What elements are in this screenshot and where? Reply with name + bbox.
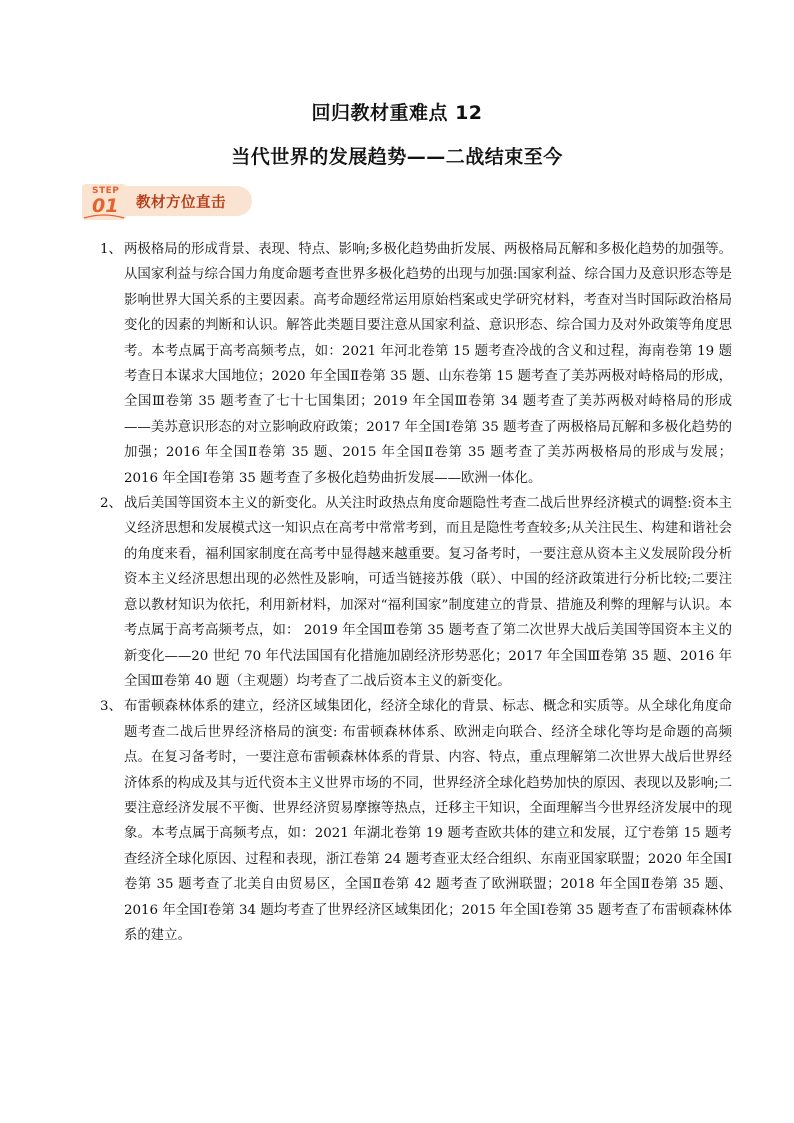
content-list	[100, 237, 732, 948]
page-subtitle: 当代世界的发展趋势——二战结束至今	[231, 146, 563, 168]
list-item-3	[100, 694, 732, 948]
list-item-text: 战后美国等国资本主义的新变化。从关注时政热点角度命题隐性考查二战后世界经济模式的调整:资本主义经济思想和发展模式这一知识点在高考中常常考到，而且是隐性考查较多;从关注民生、构建和谐社会的角度来看，福利国家制度在高考中显得越来越重要。复习备考时，一要注意从资本主义发展阶段分析资本主义经济思想出现的必然性及影响，可适当链接苏俄（联）、中国的经济政策进行分析比较;二要注意以教材知识为依托，利用新材料，加深对“福利国家”制度建立的背景、措施及利弊的理解与认识。本考点属于高考高频考点，如： 2019 年全国Ⅲ卷第 35 题考查了第二次世界大战后美国等国资本主义的新变化——20 世纪 70 年代法国国有化措施加剧经济形势恶化；2017 年全国Ⅲ卷第 35 题、2016 年全国Ⅲ卷第 40 题（主观题）均考查了二战后资本主义的新变化。	[124, 496, 732, 689]
list-item-2	[100, 491, 732, 694]
list-item-text: 两极格局的形成背景、表现、特点、影响;多极化趋势曲折发展、两极格局瓦解和多极化趋势的加强等。从国家利益与综合国力角度命题考查世界多极化趋势的出现与加强:国家利益、综合国力及意识形态等是影响世界大国关系的主要因素。高考命题经常运用原始档案或史学研究材料，考查对当时国际政治格局变化的因素的判断和认识。解答此类题目要注意从国家利益、意识形态、综合国力及对外政策等角度思考。本考点属于高考高频考点，如：2021 年河北卷第 15 题考查冷战的含义和过程，海南卷第 19 题考查日本谋求大国地位；2020 年全国Ⅱ卷第 35 题、山东卷第 15 题考查了美苏两极对峙格局的形成，全国Ⅲ卷第 35 题考查了七十七国集团；2019 年全国Ⅲ卷第 34 题考查了美苏两极对峙格局的形成——美苏意识形态的对立影响政府政策；2017 年全国Ⅰ卷第 35 题考查了两极格局瓦解和多极化趋势的加强；2016 年全国Ⅱ卷第 35 题、2015 年全国Ⅱ卷第 35 题考查了美苏两极格局的形成与发展；2016 年全国Ⅰ卷第 35 题考查了多极化趋势曲折发展——欧洲一体化。	[124, 242, 732, 486]
list-item-number: 3、	[100, 699, 122, 715]
list-item-number: 2、	[100, 496, 122, 512]
step-word: STEP	[92, 186, 120, 196]
page-title: 回归教材重难点 12	[311, 102, 483, 124]
list-item-number: 1、	[100, 242, 122, 257]
section-label: 教材方位直击	[136, 195, 226, 211]
step-section-banner	[82, 182, 254, 222]
list-item-1	[100, 237, 732, 491]
list-item-text: 布雷顿森林体系的建立，经济区域集团化，经济全球化的背景、标志、概念和实质等。从全球化角度命题考查二战后世界经济格局的演变: 布雷顿森林体系、欧洲走向联合、经济全球化等均是命题的高频点。在复习备考时，一要注意布雷顿森林体系的背景、内容、特点，重点理解第二次世界大战后世界经济体系的构成及其与近代资本主义世界市场的不同，世界经济全球化趋势加快的原因、表现以及影响;二要注意经济发展不平衡、世界经济贸易摩擦等热点，迁移主干知识，全面理解当今世界经济发展中的现象。本考点属于高频考点，如：2021 年湖北卷第 19 题考查欧共体的建立和发展，辽宁卷第 15 题考查经济全球化原因、过程和表现，浙江卷第 24 题考查亚太经合组织、东南亚国家联盟；2020 年全国Ⅰ卷第 35 题考查了北美自由贸易区，全国Ⅱ卷第 42 题考查了欧洲联盟；2018 年全国Ⅱ卷第 35 题、2016 年全国Ⅰ卷第 34 题均考查了世界经济区域集团化；2015 年全国Ⅰ卷第 35 题考查了布雷顿森林体系的建立。	[124, 699, 732, 943]
step-number: 01	[92, 195, 119, 217]
